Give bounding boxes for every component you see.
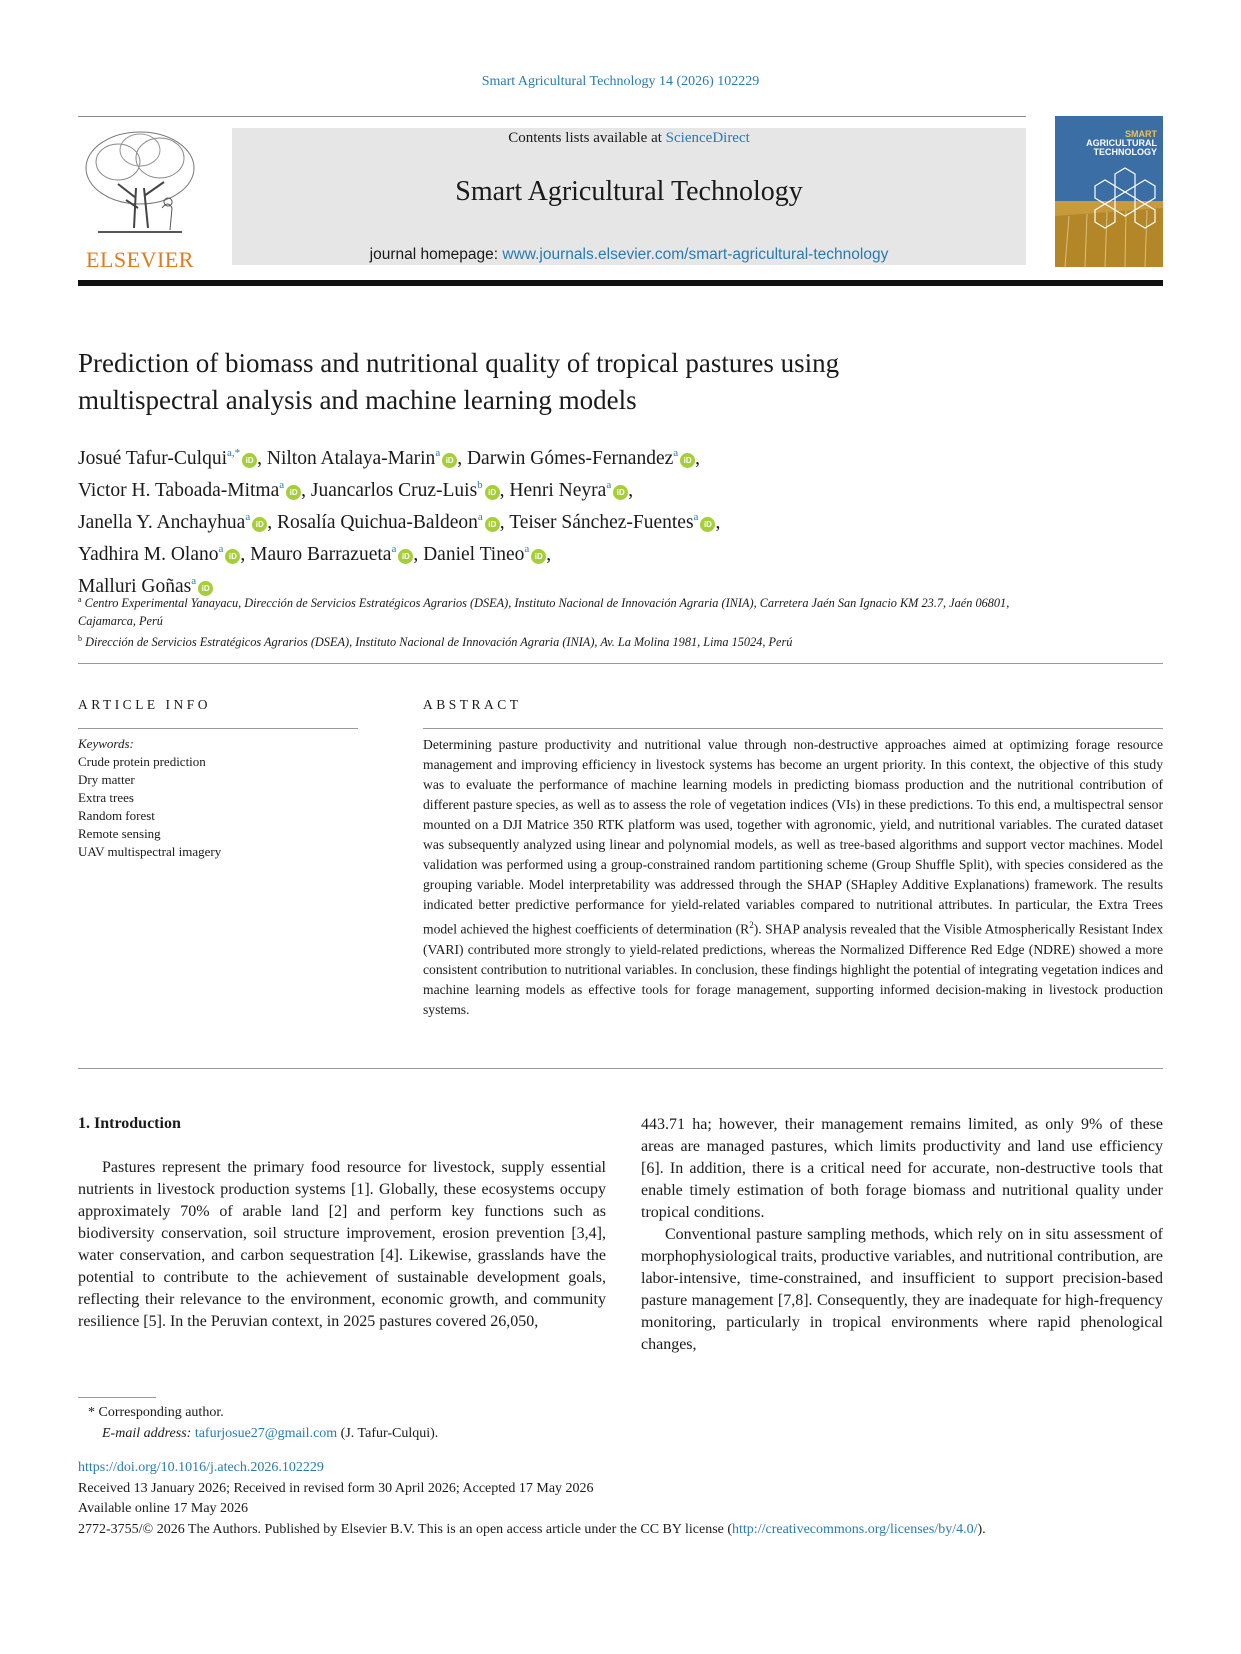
affiliations xyxy=(78,591,1038,651)
keyword: Extra trees xyxy=(78,790,134,805)
keywords-label: Keywords: xyxy=(78,736,134,751)
orcid-icon[interactable]: iD xyxy=(252,517,267,532)
license-link[interactable]: http://creativecommons.org/licenses/by/4.0/ xyxy=(732,1521,978,1537)
orcid-icon[interactable]: iD xyxy=(442,453,457,468)
author-name[interactable]: Malluri Goñas xyxy=(78,576,192,597)
available-online: Available online 17 May 2026 xyxy=(78,1501,249,1516)
abstract-text: Determining pasture productivity and nutritional value through non-destructive approaches aimed at optimizing forage resource management and improving efficiency in livestock systems has become an urgent priority. In this context, the objective of this study was to evaluate the performance of machine learning models in predicting biomass production and the nutritional contribution of different pasture species, as well as to assess the role of vegetation indices (VIs) in these predictions. To this end, a multispectral sensor mounted on a DJI Matrice 350 RTK platform was used, together with agronomic, yield, and nutritional variables. The curated dataset was subsequently analyzed using linear and polynomial models, as well as tree-based algorithms and support vector machines. Model validation was performed using a group-constrained random partitioning scheme (Group Shuffle Split), with species considered as the grouping variable. Model interpretability was addressed through the SHAP (SHapley Additive Explanations) framework. The results indicated better predictive performance for yield-related variables compared to nutritional attributes. In particular, the Extra Trees model achieved the highest coefficients of determination $(R^2)$. SHAP analysis revealed that the Visible Atmospherically Resistant Index (VARI) contributed more strongly to yield-related predictions, whereas the Normalized Difference Red Edge (NDRE) showed a more consistent contribution to nutritional variables. In conclusion, these findings highlight the potential of integrating vegetation indices and machine learning models as effective tools for forage management, supporting informed decision-making in livestock production systems. xyxy=(423,737,1164,1017)
orcid-icon[interactable]: iD xyxy=(225,549,240,564)
divider xyxy=(78,663,1163,664)
journal-name: Smart Agricultural Technology xyxy=(455,176,803,207)
paragraph: 443.71 ha; however, their management remains limited, as only 9% of these areas are managed pastures, which limits productivity and land use efficiency [6]. In addition, there is a critical need for accurate, non-destructive tools that enable timely estimation of both forage biomass and nutritional quality under tropical conditions. xyxy=(641,1116,1163,1221)
footnote-rule xyxy=(78,1397,156,1398)
section-heading: 1. Introduction xyxy=(78,1115,181,1132)
affiliation-a: $^a$ Centro Experimental Yanayacu, Dirección de Servicios Estratégicos Agrarios (DSEA), Instituto Nacional de Innovación Agraria (INIA), Carretera Jaén San Ignacio KM 23.7, Jaén 06801, Cajamarca, Perú xyxy=(78,595,1010,628)
article-info-heading: ARTICLE INFO xyxy=(78,697,212,712)
orcid-icon[interactable]: iD xyxy=(613,485,628,500)
author-name[interactable]: Henri Neyra xyxy=(509,480,607,501)
orcid-icon[interactable]: iD xyxy=(485,485,500,500)
cover-title: SMART AGRICULTURAL TECHNOLOGY xyxy=(1086,129,1157,157)
orcid-icon[interactable]: iD xyxy=(398,549,413,564)
body-column-left xyxy=(78,1157,606,1333)
author-name[interactable]: Daniel Tineo xyxy=(423,544,525,565)
article-title: Prediction of biomass and nutritional quality of tropical pastures using multispectral analysis and machine learning models xyxy=(78,348,840,415)
journal-cover-image xyxy=(1055,116,1163,267)
author-name[interactable]: Juancarlos Cruz-Luis xyxy=(310,480,478,501)
email-link[interactable]: tafurjosue27@gmail.com xyxy=(194,1426,338,1441)
email-line: E-mail address: tafurjosue27@gmail.com (J. Tafur-Culqui). xyxy=(102,1426,439,1441)
publisher-logo-text: ELSEVIER xyxy=(86,247,194,272)
author-name[interactable]: Janella Y. Anchayhua xyxy=(78,512,246,533)
sciencedirect-link[interactable]: ScienceDirect xyxy=(665,130,750,146)
homepage-link[interactable]: www.journals.elsevier.com/smart-agricultural-technology xyxy=(502,246,889,263)
received-dates: Received 13 January 2026; Received in revised form 30 April 2026; Accepted 17 May 2026 xyxy=(78,1480,594,1496)
affiliation-b: $^b$ Dirección de Servicios Estratégicos Agrarios (DSEA), Instituto Nacional de Innovación Agraria (INIA), Av. La Molina 1981, Lima 15024, Perú xyxy=(78,634,793,649)
divider xyxy=(78,728,358,729)
author-name[interactable]: Rosalía Quichua-Baldeon xyxy=(276,512,478,533)
orcid-icon[interactable]: iD xyxy=(700,517,715,532)
author-name[interactable]: Darwin Gómes-Fernandez xyxy=(466,448,674,469)
keyword: UAV multispectral imagery xyxy=(78,844,222,859)
corresponding-author-note: * Corresponding author. xyxy=(88,1405,224,1420)
divider xyxy=(423,728,1163,729)
body-column-right xyxy=(641,1114,1163,1356)
doi-link[interactable]: https://doi.org/10.1016/j.atech.2026.102229 xyxy=(78,1460,324,1475)
keywords-block xyxy=(78,735,358,861)
author-name[interactable]: Victor H. Taboada-Mitma xyxy=(78,480,280,501)
license-line: 2772-3755/© 2026 The Authors. Published by Elsevier B.V. This is an open access article under the CC BY license (http://creativecommons.org/licenses/by/4.0/). xyxy=(78,1521,986,1537)
author-name[interactable]: Teiser Sánchez-Fuentes xyxy=(509,512,694,533)
contents-line: Contents lists available at ScienceDirect xyxy=(508,130,750,146)
keyword: Remote sensing xyxy=(78,826,161,841)
header-thick-rule xyxy=(78,280,1163,286)
author-list: Josué Tafur-Culqui$^{a,*}$iD , Nilton Atalaya-Marin$^a$iD , Darwin Gómes-Fernandez$^a$iD , Victor H. Taboada-Mitma$^a$iD , Juancarlos Cruz-Luis$^b$iD , Henri Neyra$^a$iD , Janella Y. Anchayhua$^a$iD , Rosalía Quichua-Baldeon$^a$iD , Teiser Sánchez-Fuentes$^a$iD , Yadhira M. Olano$^a$iD , Mauro Barrazueta$^a$iD , Daniel Tineo$^a$iD , Malluri Goñas$^a$iD xyxy=(78,447,721,597)
keyword: Random forest xyxy=(78,808,155,823)
publication-info xyxy=(78,1458,1168,1540)
paragraph: Pastures represent the primary food resource for livestock, supply essential nutrients in livestock production systems [1]. Globally, these ecosystems occupy approximately 70% of arable land [2] and perform key functions such as biodiversity conservation, soil structure improvement, erosion prevention [3,4], water conservation, and carbon sequestration [4]. Likewise, grasslands have the potential to contribute to the achievement of sustainable development goals, reflecting their relevance to the environment, economic growth, and community resilience [5]. In the Peruvian context, in 2025 pastures covered 26,050, xyxy=(78,1159,606,1330)
author-name[interactable]: Nilton Atalaya-Marin xyxy=(266,448,436,469)
orcid-icon[interactable]: iD xyxy=(286,485,301,500)
author-name[interactable]: Yadhira M. Olano xyxy=(78,544,219,565)
paragraph: Conventional pasture sampling methods, which rely on in situ assessment of morphophysiological traits, productive variables, and nutritional contribution, are labor-intensive, time-constrained, and insufficient to support precision-based pasture management [7,8]. Consequently, they are inadequate for high-frequency monitoring, particularly in tropical environments where rapid phenological changes, xyxy=(641,1226,1163,1353)
header-divider xyxy=(78,116,1026,117)
orcid-icon[interactable]: iD xyxy=(242,453,257,468)
keyword: Crude protein prediction xyxy=(78,754,206,769)
abstract-heading: ABSTRACT xyxy=(423,697,522,712)
orcid-icon[interactable]: iD xyxy=(198,581,213,596)
author-name[interactable]: Mauro Barrazueta xyxy=(250,544,392,565)
orcid-icon[interactable]: iD xyxy=(680,453,695,468)
journal-homepage: journal homepage: www.journals.elsevier.com/smart-agricultural-technology xyxy=(369,246,889,263)
author-name[interactable]: Josué Tafur-Culqui xyxy=(78,448,227,469)
journal-reference[interactable]: Smart Agricultural Technology 14 (2026) 102229 xyxy=(481,74,760,89)
footnote xyxy=(78,1402,778,1444)
orcid-icon[interactable]: iD xyxy=(485,517,500,532)
orcid-icon[interactable]: iD xyxy=(531,549,546,564)
keyword: Dry matter xyxy=(78,772,135,787)
divider xyxy=(78,1068,1163,1069)
